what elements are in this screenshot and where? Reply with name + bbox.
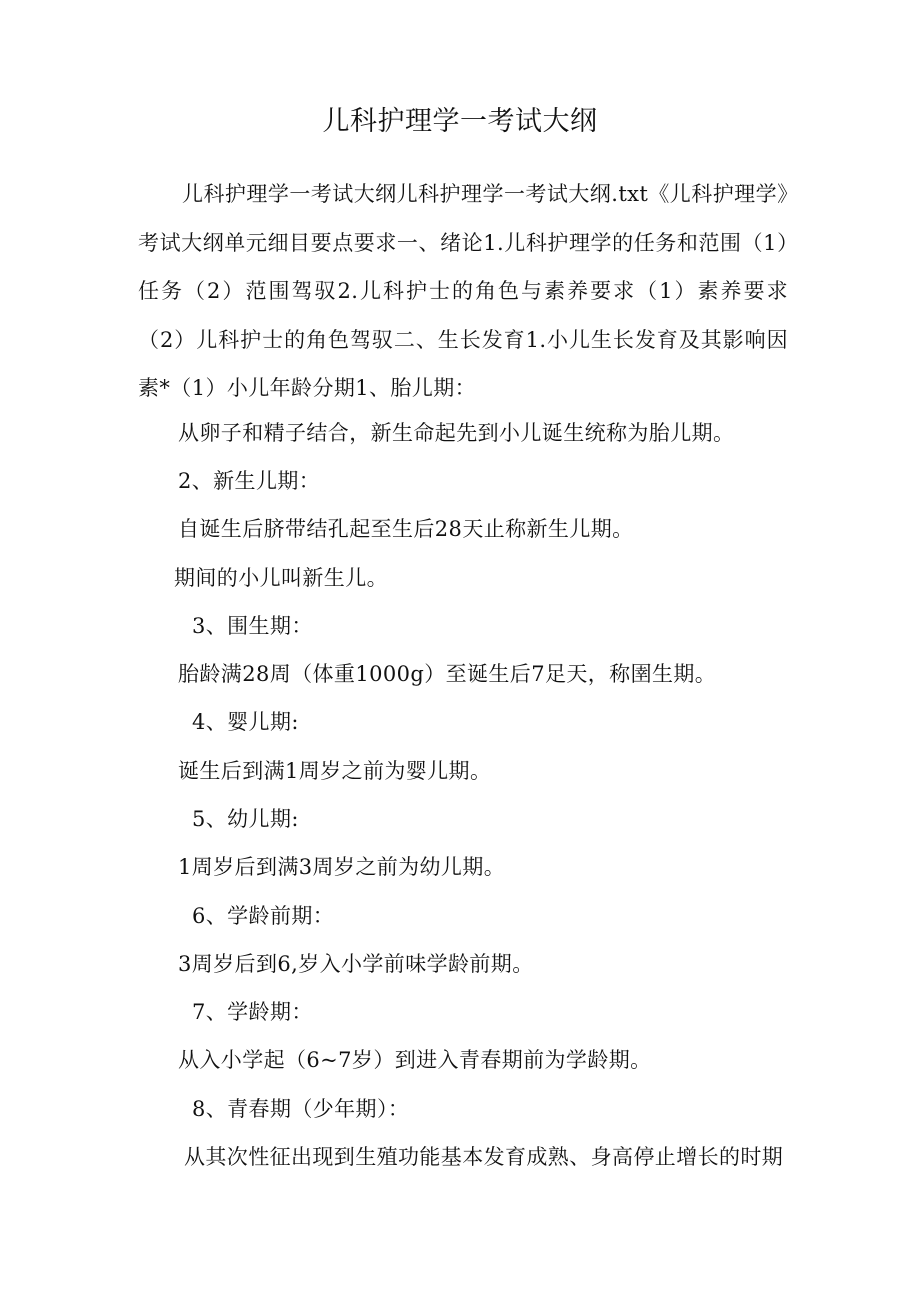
paragraph-line: 2、新生儿期： [178,469,321,493]
paragraph-line: 6、学龄前期： [192,904,335,928]
document-title: 儿科护理学一考试大纲 [322,106,598,137]
intro-paragraph: 儿科护理学一考试大纲儿科护理学一考试大纲.txt《儿科护理学》考试大纲单元细目要点要求一、绪论1.儿科护理学的任务和范围（1）任务（2）范围驾驭2.儿科护士的角色与素养要求（1）素养要求（2）儿科护士的角色驾驭二、生长发育1.小儿生长发育及其影响因素*（1）小儿年龄分期1、胎儿期： [138,182,788,401]
paragraph-line: 从其次性征出现到生殖功能基本发育成熟、身高停止增长的时期 [184,1145,784,1169]
paragraph-line: 5、幼儿期: [192,807,299,831]
paragraph-line: 1周岁后到满3周岁之前为幼儿期。 [178,855,506,879]
paragraph-line: 从入小学起（6~7岁）到进入青春期前为学龄期。 [178,1048,652,1072]
paragraph-line: 胎龄满28周（体重1000g）至诞生后7足天，称圉生期。 [178,662,717,686]
paragraph-line: 诞生后到满1周岁之前为婴儿期。 [178,759,492,783]
paragraph-line: 7、学龄期： [192,1000,313,1024]
paragraph-line: 期间的小儿叫新生儿。 [174,566,388,590]
paragraph-line: 8、青春期（少年期）： [192,1097,410,1121]
paragraph-line: 4、婴儿期: [192,710,299,734]
paragraph-line: 自诞生后脐带结孔起至生后28天止称新生儿期。 [178,517,634,541]
paragraph-line: 3、围生期： [192,614,313,638]
paragraph-line: 从卵子和精子结合，新生命起先到小儿诞生统称为胎儿期。 [178,421,735,445]
paragraph-line: 3周岁后到6,岁入小学前味学龄前期。 [178,952,534,976]
